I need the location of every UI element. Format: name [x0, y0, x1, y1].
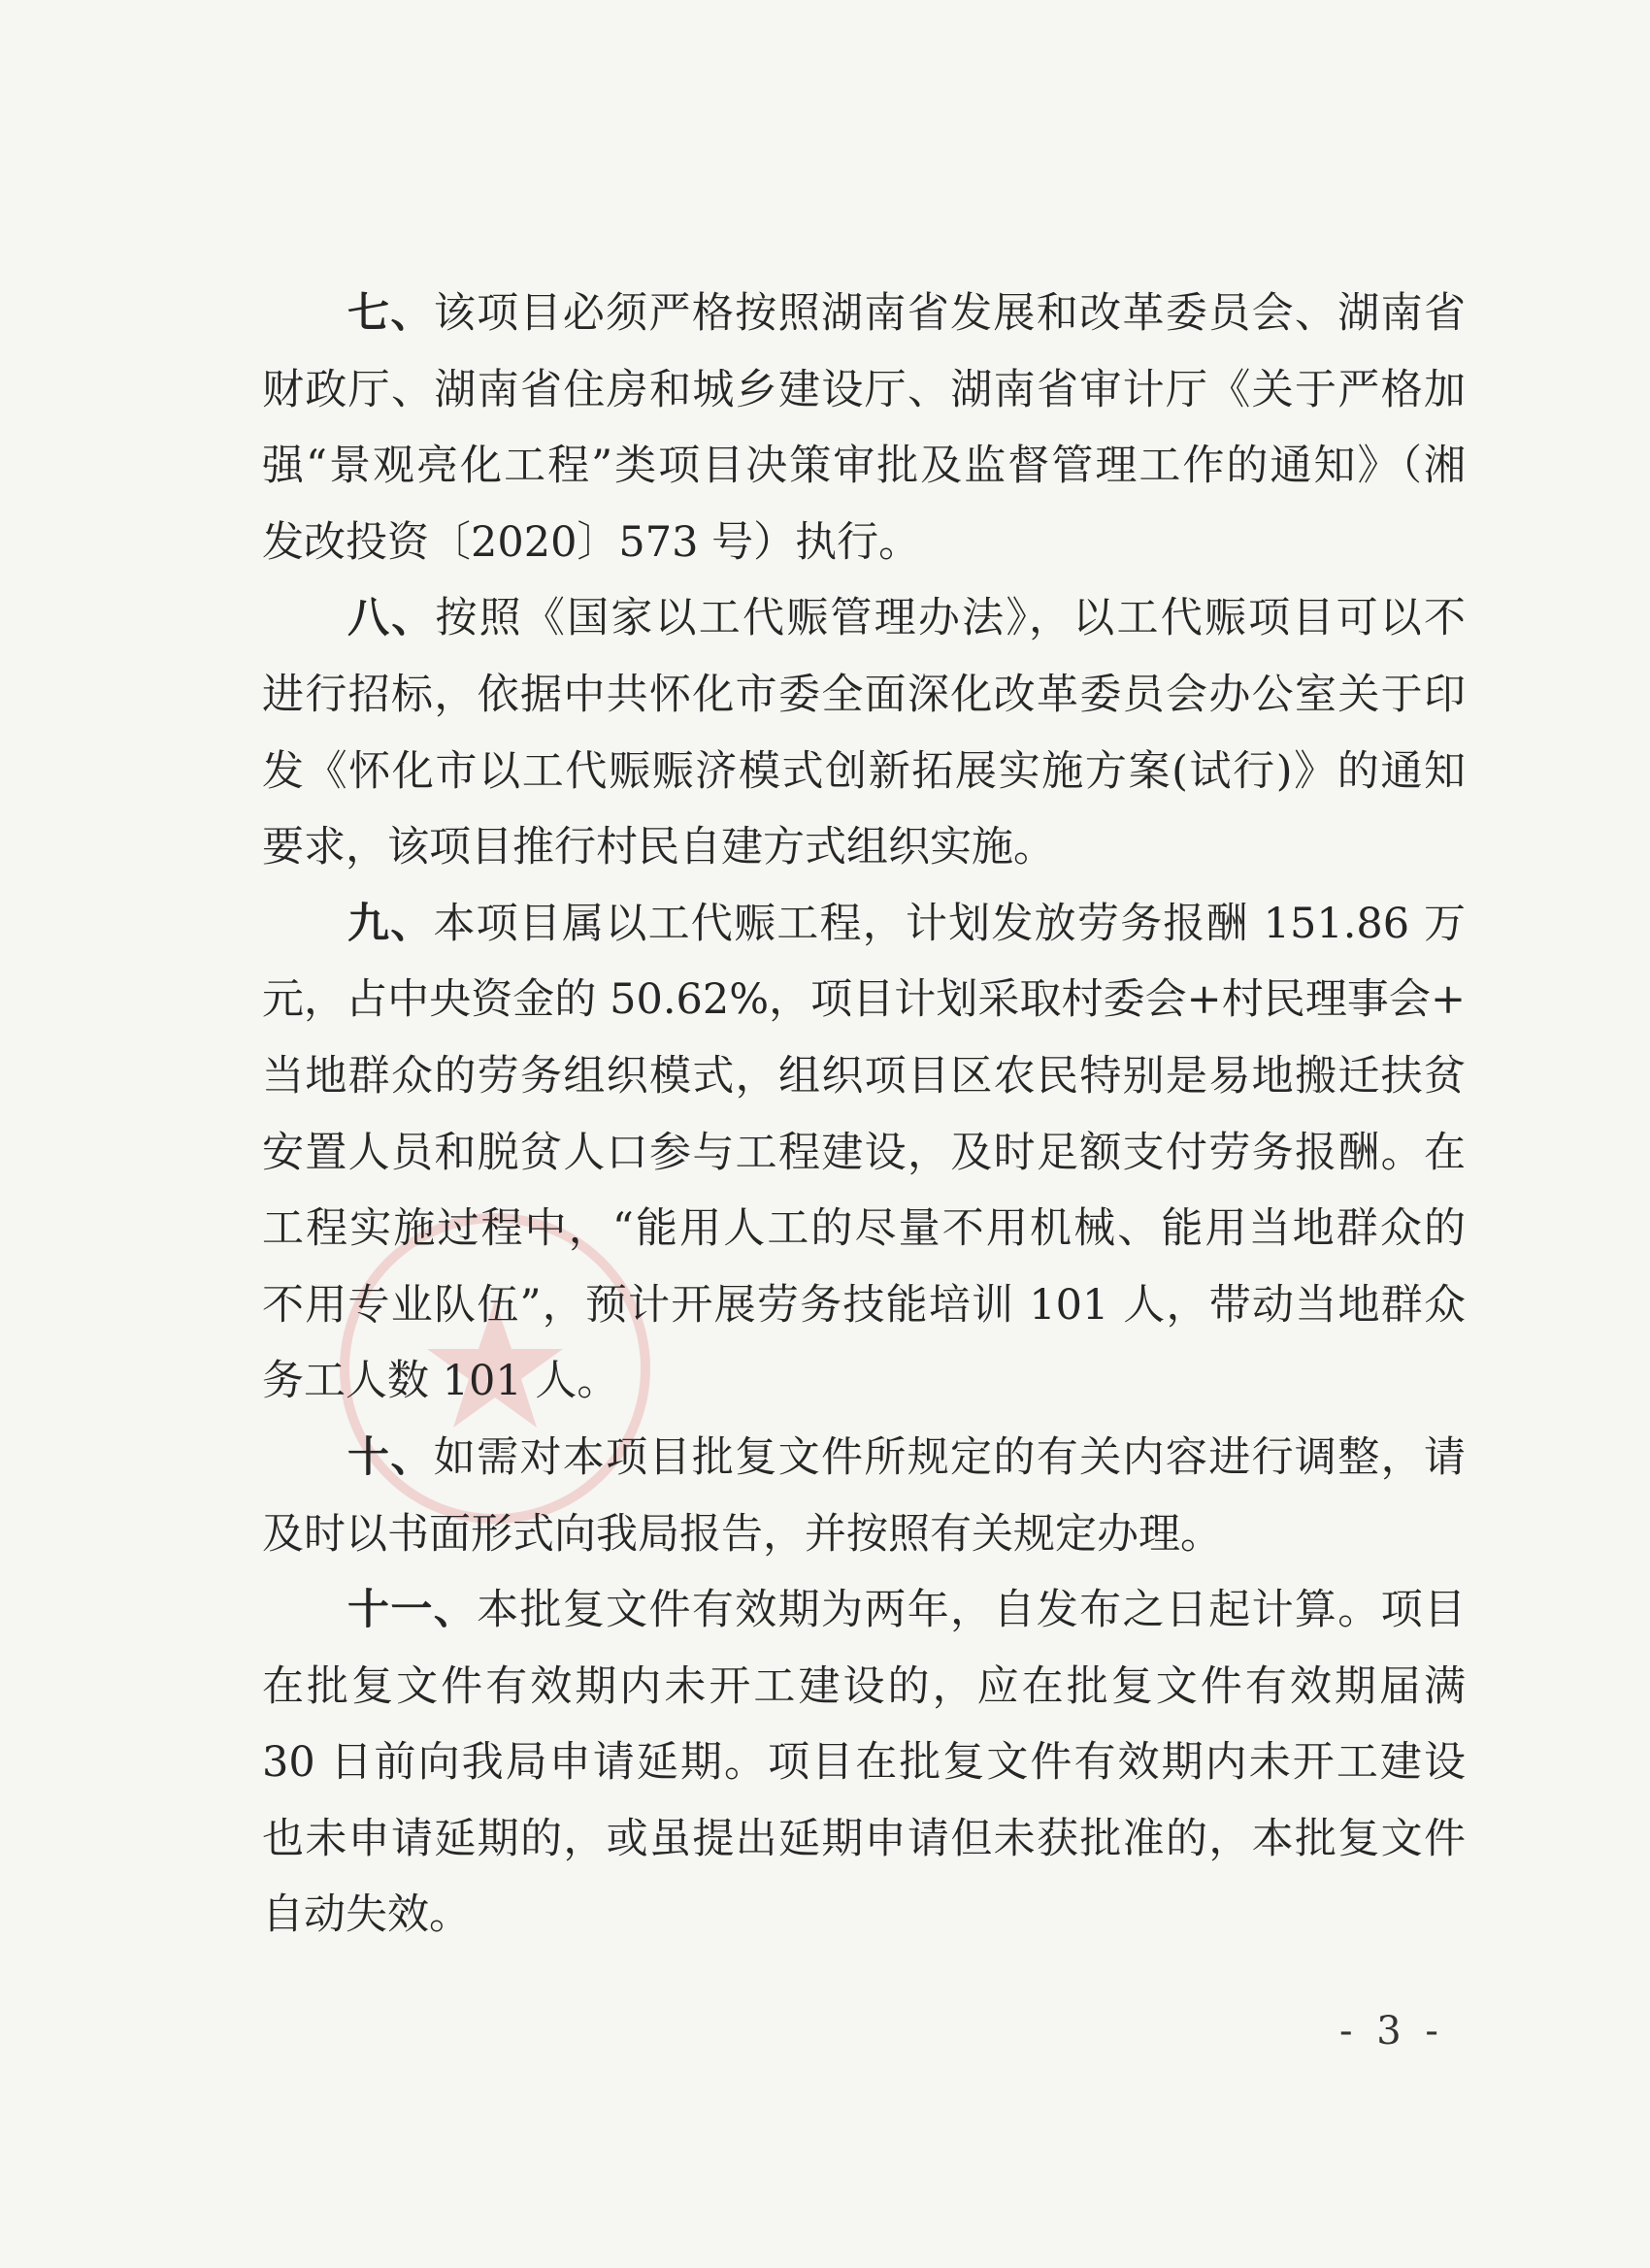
paragraph-line: 强“景观亮化工程”类项目决策审批及监督管理工作的通知》（湘	[262, 442, 1466, 491]
item-label: 九、	[347, 899, 434, 948]
item-label: 八、	[347, 594, 436, 643]
paragraph-line	[262, 276, 1466, 352]
paragraph-line: 财政厅、湖南省住房和城乡建设厅、湖南省审计厅《关于严格加	[262, 365, 1466, 414]
paragraph-line: 也未申请延期的，或虽提出延期申请但未获批准的，本批复文件	[262, 1814, 1466, 1863]
line-text: 如需对本项目批复文件所规定的有关内容进行调整，请	[433, 1432, 1467, 1482]
line-text: 按照《国家以工代赈管理办法》，以工代赈项目可以不	[435, 594, 1467, 643]
line-text: 本项目属以工代赈工程，计划发放劳务报酬 151.86 万	[433, 899, 1466, 948]
document-body	[262, 276, 1466, 1954]
paragraph-line	[262, 1572, 1466, 1649]
paragraph-item-10	[262, 1420, 1466, 1572]
paragraph-line: 安置人员和脱贫人口参与工程建设，及时足额支付劳务报酬。在	[262, 1128, 1466, 1177]
paragraph-line	[262, 886, 1466, 963]
item-label: 十一、	[347, 1586, 478, 1635]
line-text: 该项目必须严格按照湖南省发展和改革委员会、湖南省	[433, 289, 1467, 338]
line-text: 本批复文件有效期为两年，自发布之日起计算。项目	[477, 1586, 1467, 1635]
paragraph-line: 发改投资〔2020〕573 号）执行。	[262, 517, 921, 567]
paragraph-line: 及时以书面形式向我局报告，并按照有关规定办理。	[262, 1509, 1222, 1559]
paragraph-line	[262, 580, 1466, 657]
paragraph-line: 在批复文件有效期内未开工建设的，应在批复文件有效期届满	[262, 1661, 1466, 1711]
paragraph-item-11	[262, 1572, 1466, 1954]
paragraph-line: 元，占中央资金的 50.62%，项目计划采取村委会+村民理事会+	[262, 975, 1466, 1025]
page-number: - 3 -	[1339, 2009, 1444, 2054]
paragraph-item-7	[262, 276, 1466, 580]
paragraph-line: 30 日前向我局申请延期。项目在批复文件有效期内未开工建设	[262, 1738, 1466, 1788]
paragraph-line: 进行招标，依据中共怀化市委全面深化改革委员会办公室关于印	[262, 670, 1466, 719]
paragraph-line: 务工人数 101 人。	[262, 1357, 619, 1406]
item-label: 七、	[347, 289, 434, 338]
paragraph-item-9	[262, 886, 1466, 1420]
paragraph-line: 工程实施过程中，“能用人工的尽量不用机械、能用当地群众的	[262, 1204, 1466, 1254]
paragraph-line: 自动失效。	[262, 1890, 471, 1940]
item-label: 十、	[347, 1432, 434, 1482]
paragraph-line: 要求，该项目推行村民自建方式组织实施。	[262, 823, 1055, 872]
paragraph-line: 当地群众的劳务组织模式，组织项目区农民特别是易地搬迁扶贫	[262, 1051, 1466, 1101]
paragraph-line: 不用专业队伍”，预计开展劳务技能培训 101 人，带动当地群众	[262, 1280, 1466, 1330]
paragraph-line	[262, 1420, 1466, 1496]
paragraph-line: 发《怀化市以工代赈赈济模式创新拓展实施方案(试行)》的通知	[262, 746, 1466, 796]
paragraph-item-8	[262, 580, 1466, 885]
